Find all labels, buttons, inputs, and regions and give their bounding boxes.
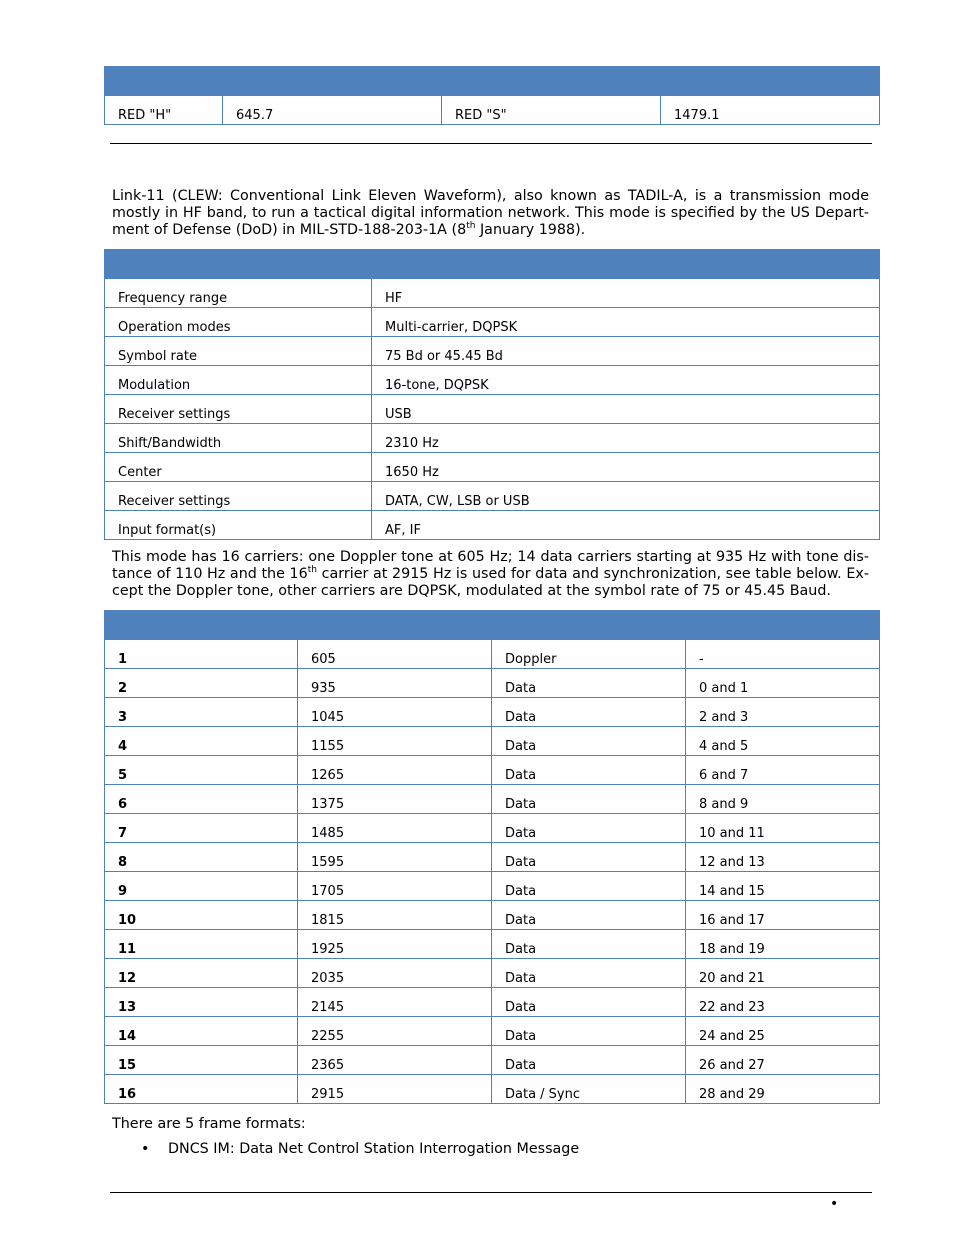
- table-cell: 1705: [298, 872, 492, 901]
- table-cell: Shift/Bandwidth: [105, 424, 372, 453]
- table-row: [105, 1075, 880, 1104]
- table-cell: Data: [492, 785, 686, 814]
- table-cell: 4 and 5: [686, 727, 880, 756]
- table-cell: 2365: [298, 1046, 492, 1075]
- table-cell: 13: [105, 988, 298, 1017]
- table-cell: 1265: [298, 756, 492, 785]
- table-cell: 12: [105, 959, 298, 988]
- table-row: [105, 698, 880, 727]
- table-cell: 4: [105, 727, 298, 756]
- table-cell: 22 and 23: [686, 988, 880, 1017]
- table-cell: Data: [492, 727, 686, 756]
- table-cell: 1155: [298, 727, 492, 756]
- table-cell: 12 and 13: [686, 843, 880, 872]
- table-cell: 2035: [298, 959, 492, 988]
- table-cell: 2915: [298, 1075, 492, 1104]
- params-table: [104, 249, 880, 540]
- table-cell: Data: [492, 843, 686, 872]
- table-cell: 16: [105, 1075, 298, 1104]
- footer-divider: [110, 1192, 872, 1193]
- table-row: [105, 785, 880, 814]
- table-row: [105, 511, 880, 540]
- table-cell: 26 and 27: [686, 1046, 880, 1075]
- table-cell: Data: [492, 814, 686, 843]
- table-cell: Data: [492, 988, 686, 1017]
- table-row: [105, 279, 880, 308]
- table-row: [105, 453, 880, 482]
- table-cell: Input format(s): [105, 511, 372, 540]
- table-cell: AF, IF: [372, 511, 880, 540]
- table-cell: Data: [492, 901, 686, 930]
- table-row: [105, 756, 880, 785]
- table-cell: DATA, CW, LSB or USB: [372, 482, 880, 511]
- table-row: [105, 424, 880, 453]
- table-cell: 16-tone, DQPSK: [372, 366, 880, 395]
- table-cell: Data: [492, 872, 686, 901]
- bullet-dot-icon: •: [141, 1141, 150, 1157]
- table-cell: Data: [492, 1017, 686, 1046]
- table-cell: 2255: [298, 1017, 492, 1046]
- footer-bullet-icon: •: [830, 1196, 839, 1212]
- table-cell: 15: [105, 1046, 298, 1075]
- carriers-table: [104, 610, 880, 1104]
- table-cell: 18 and 19: [686, 930, 880, 959]
- table-cell: -: [686, 640, 880, 669]
- table-row: [105, 640, 880, 669]
- top-table: [104, 66, 880, 125]
- table-cell: 5: [105, 756, 298, 785]
- table-cell: 9: [105, 872, 298, 901]
- table-cell: 10 and 11: [686, 814, 880, 843]
- table-row: [105, 669, 880, 698]
- table-row: [105, 96, 880, 125]
- table-cell: Doppler: [492, 640, 686, 669]
- table-cell: Data: [492, 669, 686, 698]
- table-row: [105, 337, 880, 366]
- table-row: [105, 959, 880, 988]
- table-cell: 2310 Hz: [372, 424, 880, 453]
- table-row: [105, 482, 880, 511]
- table-cell: 1479.1: [661, 96, 880, 125]
- table-cell: 2: [105, 669, 298, 698]
- table-cell: 1595: [298, 843, 492, 872]
- table-cell: Operation modes: [105, 308, 372, 337]
- table-cell: 1815: [298, 901, 492, 930]
- table-row: [105, 814, 880, 843]
- table-cell: Data: [492, 698, 686, 727]
- table-cell: 24 and 25: [686, 1017, 880, 1046]
- table-cell: RED "H": [105, 96, 223, 125]
- table-cell: 0 and 1: [686, 669, 880, 698]
- table-cell: Data: [492, 756, 686, 785]
- table-cell: Receiver settings: [105, 482, 372, 511]
- table-cell: 8: [105, 843, 298, 872]
- table-cell: 6: [105, 785, 298, 814]
- table-header-row: [105, 250, 880, 279]
- table-cell: HF: [372, 279, 880, 308]
- table-cell: 14: [105, 1017, 298, 1046]
- table-row: [105, 308, 880, 337]
- table-row: [105, 843, 880, 872]
- frames-intro: There are 5 frame formats:: [112, 1116, 306, 1132]
- table-row: [105, 395, 880, 424]
- table-cell: 8 and 9: [686, 785, 880, 814]
- table-cell: Modulation: [105, 366, 372, 395]
- table-cell: Symbol rate: [105, 337, 372, 366]
- table-cell: 2145: [298, 988, 492, 1017]
- table-cell: 1925: [298, 930, 492, 959]
- table-cell: Receiver settings: [105, 395, 372, 424]
- table-row: [105, 930, 880, 959]
- table-cell: 1375: [298, 785, 492, 814]
- table-cell: 10: [105, 901, 298, 930]
- table-cell: Data / Sync: [492, 1075, 686, 1104]
- table-cell: 1: [105, 640, 298, 669]
- table-header-row: [105, 611, 880, 640]
- table-row: [105, 1046, 880, 1075]
- table-cell: 1045: [298, 698, 492, 727]
- table-cell: 605: [298, 640, 492, 669]
- table-cell: RED "S": [442, 96, 661, 125]
- table-cell: 11: [105, 930, 298, 959]
- table-cell: 1485: [298, 814, 492, 843]
- table-cell: Center: [105, 453, 372, 482]
- table-cell: 20 and 21: [686, 959, 880, 988]
- table-cell: Data: [492, 1046, 686, 1075]
- table-row: [105, 872, 880, 901]
- table-row: [105, 1017, 880, 1046]
- table-row: [105, 901, 880, 930]
- section-divider: [110, 143, 872, 144]
- carriers-paragraph: This mode has 16 carriers: one Doppler tone at 605 Hz; 14 data carriers starting at 935 Hz with tone dis-tance of 110 Hz and the 16th carrier at 2915 Hz is used for data and synchronization, see table below. Ex-cept the Doppler tone, other carriers are DQPSK, modulated at the symbol rate of 75 or 45.45 Baud.: [112, 549, 869, 599]
- table-cell: 7: [105, 814, 298, 843]
- table-cell: 2 and 3: [686, 698, 880, 727]
- intro-paragraph: Link-11 (CLEW: Conventional Link Eleven Waveform), also known as TADIL-A, is a transmission mode mostly in HF band, to run a tactical digital information network. This mode is specified by the US Depart-ment of Defense (DoD) in MIL-STD-188-203-1A (8th January 1988).: [112, 188, 869, 238]
- table-cell: 1650 Hz: [372, 453, 880, 482]
- table-cell: 935: [298, 669, 492, 698]
- table-row: [105, 988, 880, 1017]
- table-cell: 16 and 17: [686, 901, 880, 930]
- table-cell: USB: [372, 395, 880, 424]
- table-cell: 75 Bd or 45.45 Bd: [372, 337, 880, 366]
- table-cell: Multi-carrier, DQPSK: [372, 308, 880, 337]
- table-header-row: [105, 67, 880, 96]
- table-cell: Data: [492, 930, 686, 959]
- table-cell: 14 and 15: [686, 872, 880, 901]
- table-row: [105, 727, 880, 756]
- bullet-item: DNCS IM: Data Net Control Station Interrogation Message: [168, 1141, 580, 1157]
- table-cell: 28 and 29: [686, 1075, 880, 1104]
- table-cell: Data: [492, 959, 686, 988]
- table-cell: 645.7: [223, 96, 442, 125]
- table-cell: Frequency range: [105, 279, 372, 308]
- table-row: [105, 366, 880, 395]
- table-cell: 6 and 7: [686, 756, 880, 785]
- table-cell: 3: [105, 698, 298, 727]
